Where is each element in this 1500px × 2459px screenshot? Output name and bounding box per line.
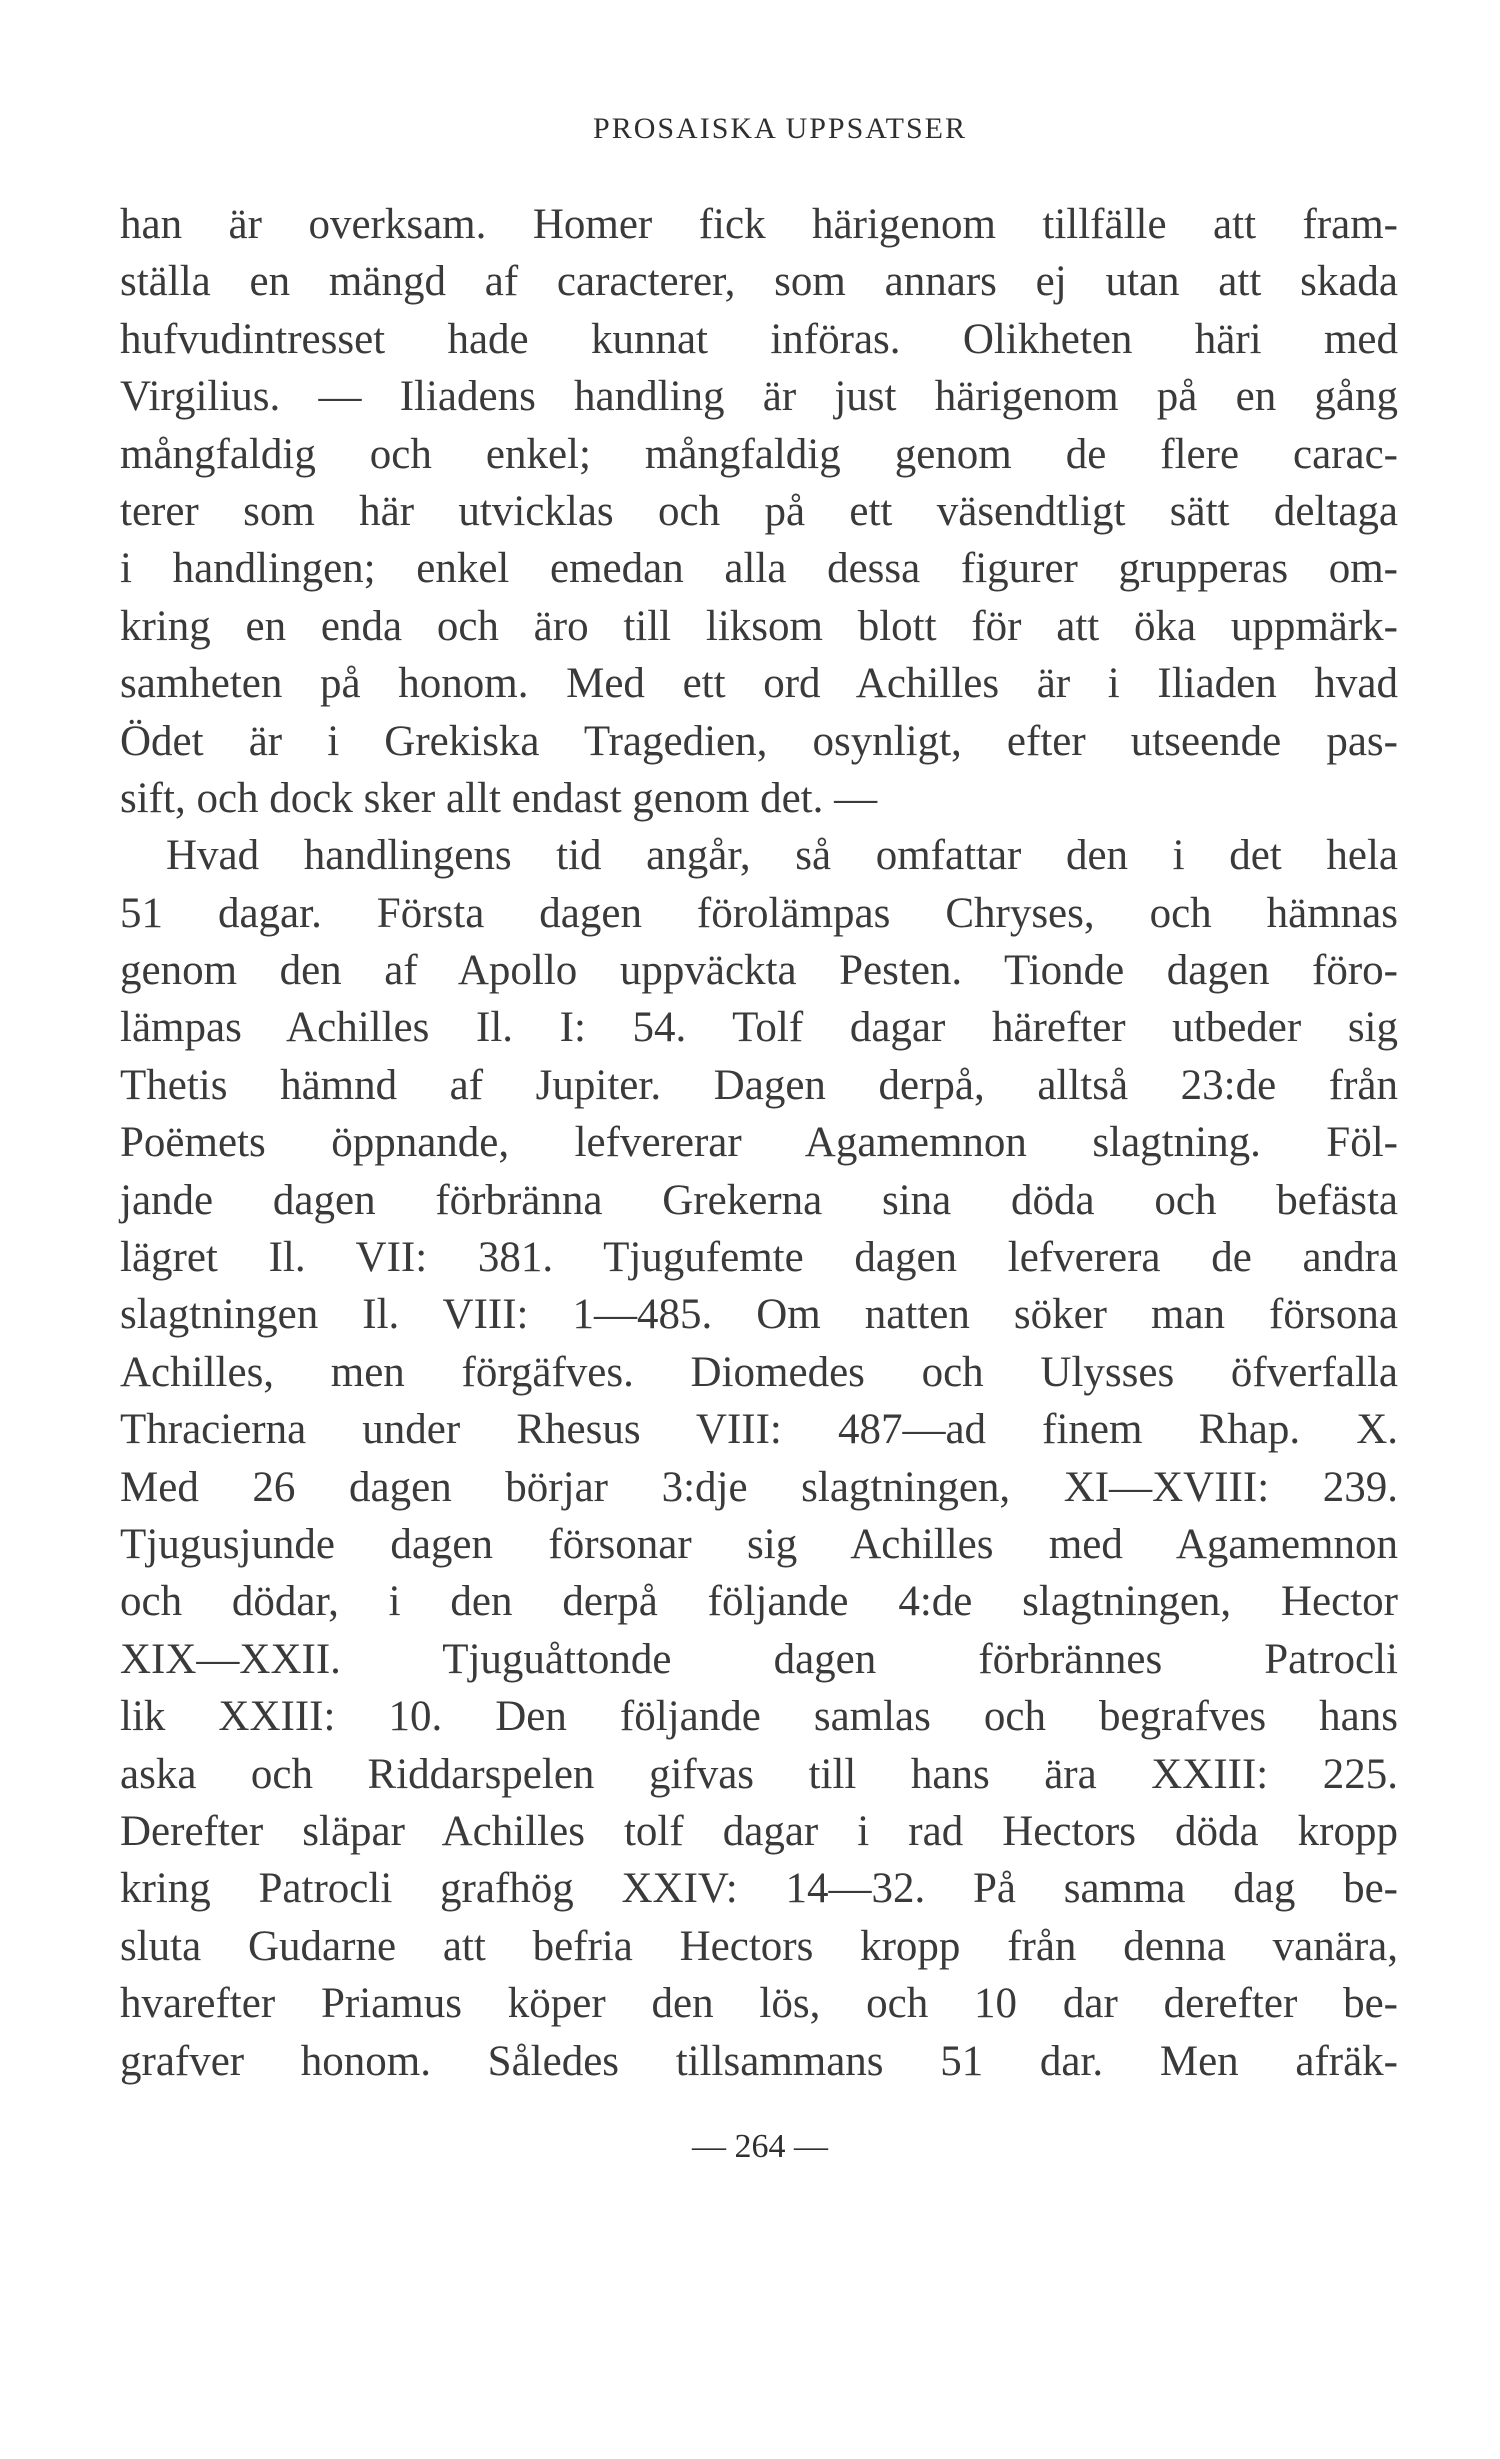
text-line: grafver honom. Således tillsammans 51 dar. Men afräk- (120, 2037, 1398, 2085)
text-line: sift, och dock sker allt endast genom det. — (120, 774, 878, 822)
text-line: Tjugusjunde dagen försonar sig Achilles med Agamemnon (120, 1520, 1398, 1568)
text-line: slagtningen Il. VIII: 1—485. Om natten söker man försona (120, 1291, 1398, 1339)
text-line: terer som här utvicklas och på ett väsendtligt sätt deltaga (120, 487, 1398, 535)
text-line: sluta Gudarne att befria Hectors kropp från denna vanära, (120, 1922, 1398, 1970)
text-line: samheten på honom. Med ett ord Achilles är i Iliaden hvad (120, 660, 1398, 708)
text-line: Ödet är i Grekiska Tragedien, osynligt, efter utseende pas- (120, 717, 1398, 765)
text-line: mångfaldig och enkel; mångfaldig genom de flere carac- (120, 430, 1398, 478)
text-line: kring en enda och äro till liksom blott för att öka uppmärk- (120, 602, 1398, 650)
body-text (120, 196, 1398, 2090)
text-line: jande dagen förbränna Grekerna sina döda och befästa (120, 1176, 1398, 1224)
text-line: Thracierna under Rhesus VIII: 487—ad finem Rhap. X. (120, 1406, 1398, 1454)
text-line: ställa en mängd af caracterer, som annars ej utan att skada (120, 258, 1398, 306)
text-line: XIX—XXII. Tjuguåttonde dagen förbrännes Patrocli (120, 1635, 1398, 1683)
text-line: Poëmets öppnande, lefvererar Agamemnon slagtning. Föl- (120, 1119, 1398, 1167)
text-line: hufvudintresset hade kunnat införas. Olikheten häri med (120, 315, 1398, 363)
text-line: lik XXIII: 10. Den följande samlas och begrafves hans (120, 1693, 1398, 1741)
page-number: — 264 — (692, 2128, 828, 2165)
text-line: Hvad handlingens tid angår, så omfattar den i det hela (166, 832, 1398, 880)
text-line: han är overksam. Homer fick härigenom tillfälle att fram- (120, 201, 1398, 248)
text-line: 51 dagar. Första dagen förolämpas Chryses, och hämnas (120, 889, 1398, 937)
text-line: hvarefter Priamus köper den lös, och 10 dar derefter be- (120, 1980, 1398, 2028)
text-line: Achilles, men förgäfves. Diomedes och Ulysses öfverfalla (120, 1348, 1398, 1396)
text-line: Derefter släpar Achilles tolf dagar i rad Hectors döda kropp (120, 1807, 1398, 1855)
text-line: Thetis hämnd af Jupiter. Dagen derpå, alltså 23:de från (120, 1061, 1398, 1109)
text-line: i handlingen; enkel emedan alla dessa figurer grupperas om- (120, 545, 1398, 593)
running-head: PROSAISKA UPPSATSER (593, 112, 967, 145)
text-line: Med 26 dagen börjar 3:dje slagtningen, XI—XVIII: 239. (120, 1463, 1398, 1511)
text-line: Virgilius. — Iliadens handling är just härigenom på en gång (120, 373, 1398, 421)
text-line: och dödar, i den derpå följande 4:de slagtningen, Hector (120, 1578, 1398, 1626)
text-line: lägret Il. VII: 381. Tjugufemte dagen lefverera de andra (120, 1234, 1398, 1282)
text-line: aska och Riddarspelen gifvas till hans ära XXIII: 225. (120, 1750, 1398, 1798)
text-line: lämpas Achilles Il. I: 54. Tolf dagar härefter utbeder sig (120, 1004, 1398, 1052)
text-line: kring Patrocli grafhög XXIV: 14—32. På samma dag be- (120, 1865, 1398, 1913)
text-line: genom den af Apollo uppväckta Pesten. Tionde dagen föro- (120, 947, 1398, 995)
